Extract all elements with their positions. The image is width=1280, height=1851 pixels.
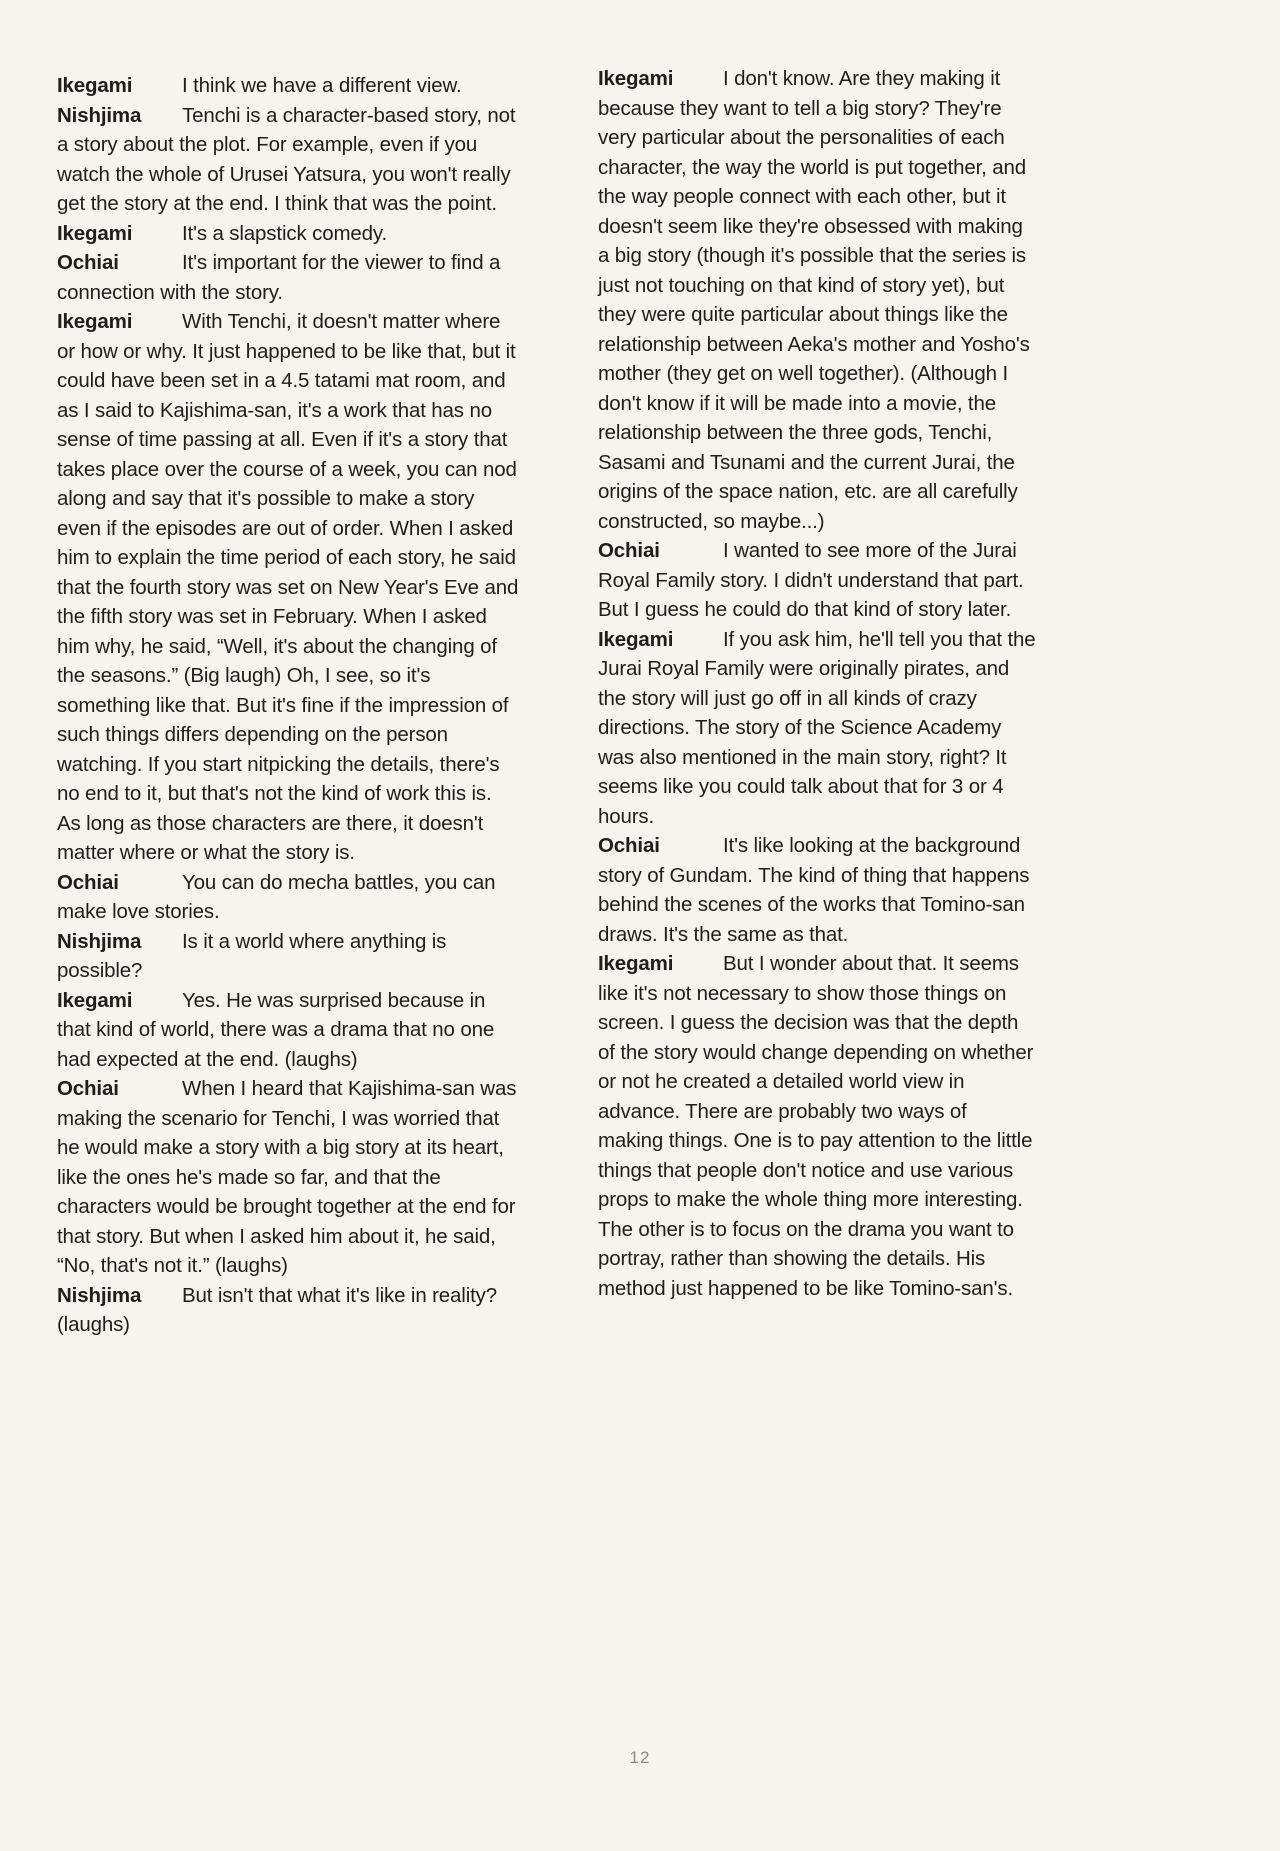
- speaker-name: Ochiai: [57, 251, 119, 274]
- dialogue-turn: [57, 307, 519, 868]
- page-number: 12: [629, 1748, 651, 1767]
- left-column: [57, 71, 519, 1340]
- two-column-text-layout: [57, 67, 1036, 1340]
- dialogue-turn: [57, 1074, 519, 1281]
- speaker-name: Ikegami: [598, 67, 674, 90]
- speaker-name: Ochiai: [598, 539, 660, 562]
- dialogue-turn: [57, 101, 519, 219]
- dialogue-text: It's important for the viewer to find a connection with the story.: [57, 251, 501, 304]
- dialogue-text: You can do mecha battles, you can make love stories.: [57, 870, 496, 923]
- dialogue-text: It's like looking at the background story of Gundam. The kind of thing that happens behind the scenes of the works that Tomino-san draws. It's the same as that.: [598, 834, 1030, 946]
- speaker-name: Ikegami: [57, 310, 133, 333]
- dialogue-turn: [57, 1281, 519, 1340]
- dialogue-text: I wanted to see more of the Jurai Royal Family story. I didn't understand that part. But I guess he could do that kind of story later.: [598, 539, 1024, 621]
- speaker-name: Nishjima: [57, 103, 142, 127]
- dialogue-text: I don't know. Are they making it because they want to tell a big story? They're very particular about the personalities of each character, the way the world is put together, and the way people connect with each other, but it doesn't seem like they're obsessed with making a big story (though it's possible that the series is just not touching on that kind of story yet), but they were quite particular about things like the relationship between Aeka's mother and Yosho's mother (they get on well together). (Although I don't know if it will be made into a movie, the relationship between the three gods, Tenchi, Sasami and Tsunami and the current Jurai, the origins of the space nation, etc. are all carefully constructed, so maybe...): [598, 67, 1030, 533]
- dialogue-turn: [57, 927, 519, 986]
- speaker-name: Ochiai: [57, 1077, 119, 1100]
- speaker-name: Ikegami: [57, 74, 133, 97]
- dialogue-text: Yes. He was surprised because in that kind of world, there was a drama that no one had expected at the end. (laughs): [57, 988, 495, 1071]
- dialogue-turn: [598, 949, 1036, 1303]
- dialogue-turn: [57, 219, 519, 249]
- dialogue-text: I think we have a different view.: [182, 74, 462, 97]
- dialogue-turn: [598, 64, 1036, 536]
- dialogue-text: Tenchi is a character-based story, not a story about the plot. For example, even if you watch the whole of Urusei Yatsura, you won't really get the story at the end. I think that was the point.: [57, 103, 516, 215]
- dialogue-turn: [57, 986, 519, 1075]
- dialogue-text: But I wonder about that. It seems like it's not necessary to show those things on screen. I guess the decision was that the depth of the story would change depending on whether or not he created a detailed world view in advance. There are probably two ways of making things. One is to pay attention to the little things that people don't notice and use various props to make the whole thing more interesting. The other is to focus on the drama you want to portray, rather than showing the details. His method just happened to be like Tomino-san's.: [598, 952, 1034, 1300]
- dialogue-turn: [57, 248, 519, 307]
- speaker-name: Ikegami: [598, 952, 674, 975]
- dialogue-text: With Tenchi, it doesn't matter where or how or why. It just happened to be like that, but it could have been set in a 4.5 tatami mat room, and as I said to Kajishima-san, it's a work that has no sense of time passing at all. Even if it's a story that takes place over the course of a week, you can nod along and say that it's possible to make a story even if the episodes are out of order. When I asked him to explain the time period of each story, he said that the fourth story was set on New Year's Eve and the fifth story was set in February. When I asked him why, he said, “Well, it's about the changing of the seasons.” (Big laugh) Oh, I see, so it's something like that. But it's fine if the impression of such things differs depending on the person watching. If you start nitpicking the details, there's no end to it, but that's not the kind of work this is. As long as those characters are there, it doesn't matter where or what the story is.: [57, 310, 519, 864]
- dialogue-text: But isn't that what it's like in reality? (laughs): [57, 1283, 498, 1336]
- dialogue-turn: [57, 71, 519, 101]
- speaker-name: Ikegami: [57, 221, 133, 245]
- dialogue-turn: [57, 868, 519, 927]
- dialogue-text: When I heard that Kajishima-san was making the scenario for Tenchi, I was worried that he would make a story with a big story at its heart, like the ones he's made so far, and that the characters would be brought together at the end for that story. But when I asked him about it, he said, “No, that's not it.” (laughs): [57, 1077, 517, 1277]
- dialogue-text: If you ask him, he'll tell you that the Jurai Royal Family were originally pirates, and the story will just go off in all kinds of crazy directions. The story of the Science Academy was also mentioned in the main story, right? It seems like you could talk about that for 3 or 4 hours.: [598, 627, 1036, 828]
- dialogue-text: Is it a world where anything is possible?: [57, 929, 447, 982]
- speaker-name: Ochiai: [57, 870, 119, 894]
- speaker-name: Ochiai: [598, 834, 660, 857]
- speaker-name: Ikegami: [57, 988, 133, 1012]
- speaker-name: Nishjima: [57, 929, 142, 953]
- speaker-name: Nishjima: [57, 1283, 142, 1307]
- dialogue-turn: [598, 831, 1036, 949]
- dialogue-turn: [598, 625, 1036, 832]
- speaker-name: Ikegami: [598, 627, 674, 651]
- dialogue-turn: [598, 536, 1036, 625]
- right-column: [598, 64, 1036, 1303]
- dialogue-text: It's a slapstick comedy.: [182, 221, 388, 245]
